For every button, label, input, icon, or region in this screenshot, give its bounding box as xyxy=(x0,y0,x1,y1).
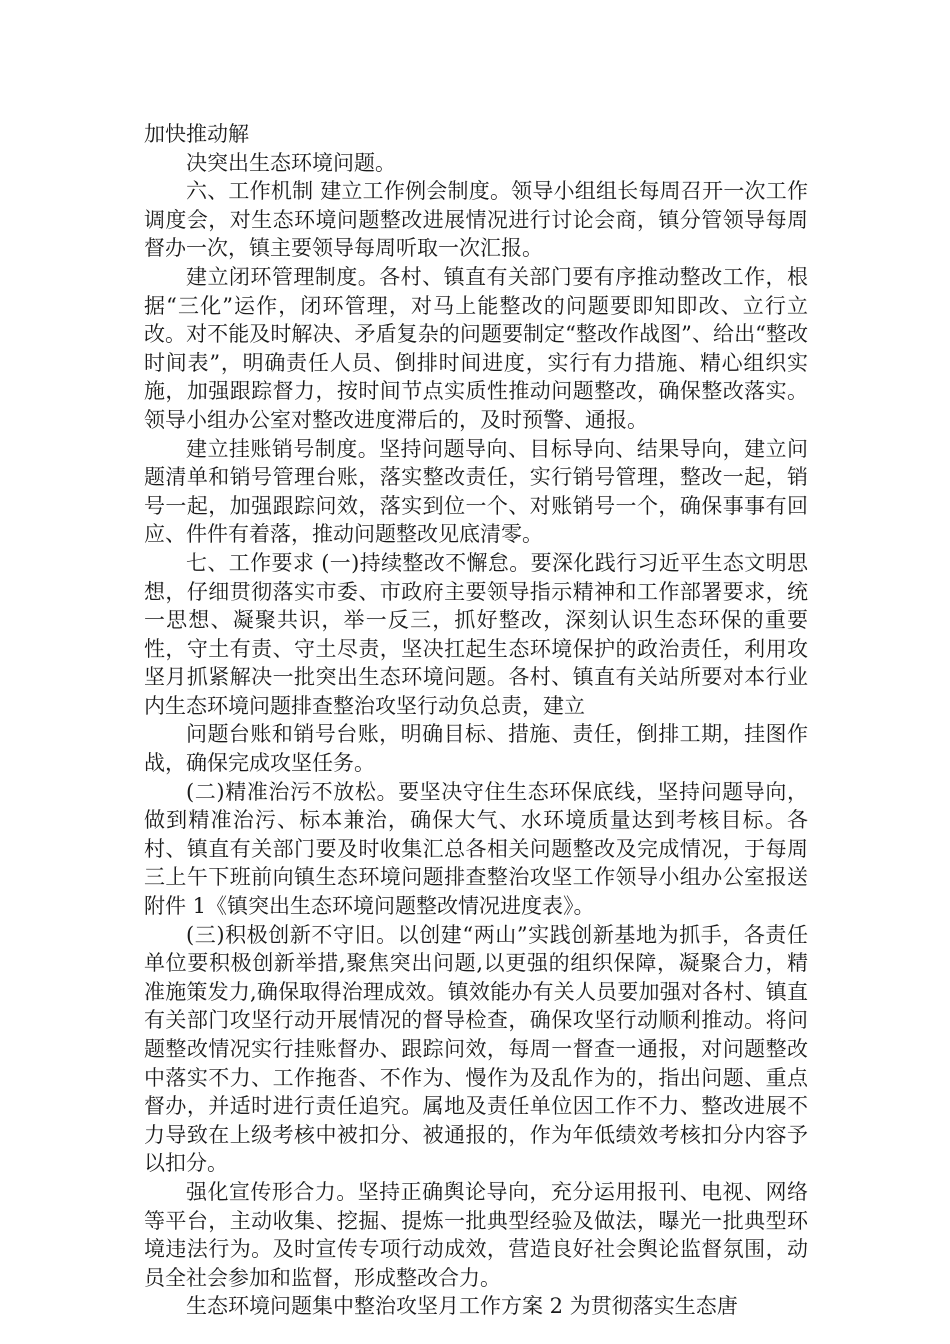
paragraph-3: 六、工作机制 建立工作例会制度。领导小组组长每周召开一次工作调度会，对生态环境问题整改进展情况进行讨论会商，镇分管领导每周督办一次，镇主要领导每周听取一次汇报。 xyxy=(144,179,808,261)
paragraph-7: 问题台账和销号台账，明确目标、措施、责任，倒排工期，挂图作战，确保完成攻坚任务。 xyxy=(144,722,808,776)
paragraph-6: 七、工作要求 (一)持续整改不懈怠。要深化践行习近平生态文明思想，仔细贯彻落实市委、市政府主要领导指示精神和工作部署要求，统一思想、凝聚共识，举一反三，抓好整改，深刻认识生态环保的重要性，守土有责、守土尽责，坚决扛起生态环境保护的政治责任，利用攻坚月抓紧解决一批突出生态环境问题。各村、镇直有关站所要对本行业内生态环境问题排查整治攻坚行动负总责，建立 xyxy=(144,550,808,718)
paragraph-8: (二)精准治污不放松。要坚决守住生态环保底线，坚持问题导向，做到精准治污、标本兼治，确保大气、水环境质量达到考核目标。各村、镇直有关部门要及时收集汇总各相关问题整改及完成情况，于每周三上午下班前向镇生态环境问题排查整治攻坚工作领导小组办公室报送附件 1《镇突出生态环境问题整改情况进度表》。 xyxy=(144,779,808,919)
document-body xyxy=(144,120,808,1321)
paragraph-4: 建立闭环管理制度。各村、镇直有关部门要有序推动整改工作，根据“三化”运作，闭环管理，对马上能整改的问题要即知即改、立行立改。对不能及时解决、矛盾复杂的问题要制定“整改作战图”、给出“整改时间表”，明确责任人员、倒排时间进度，实行有力措施、精心组织实施，加强跟踪督力，按时间节点实质性推动问题整改，确保整改落实。领导小组办公室对整改进度滞后的，及时预警、通报。 xyxy=(144,264,808,432)
paragraph-5: 建立挂账销号制度。坚持问题导向、目标导向、结果导向，建立问题清单和销号管理台账，落实整改责任，实行销号管理，整改一起，销号一起，加强跟踪问效，落实到位一个、对账销号一个，确保事事有回应、件件有着落，推动问题整改见底清零。 xyxy=(144,436,808,547)
paragraph-10: 强化宣传形合力。坚持正确舆论导向，充分运用报刊、电视、网络等平台，主动收集、挖掘、提炼一批典型经验及做法，曝光一批典型环境违法行为。及时宣传专项行动成效，营造良好社会舆论监督氛围，动员全社会参加和监督，形成整改合力。 xyxy=(144,1179,808,1290)
paragraph-1: 加快推动解 xyxy=(144,122,249,146)
paragraph-9: (三)积极创新不守旧。以创建“两山”实践创新基地为抓手，各责任单位要积极创新举措,聚焦突出问题,以更强的组织保障，凝聚合力，精准施策发力,确保取得治理成效。镇效能办有关人员要加强对各村、镇直有关部门攻坚行动开展情况的督导检查，确保攻坚行动顺利推动。将问题整改情况实行挂账督办、跟踪问效，每周一督查一通报，对问题整改中落实不力、工作拖沓、不作为、慢作为及乱作为的，指出问题、重点督办，并适时进行责任追究。属地及责任单位因工作不力、整改进展不力导致在上级考核中被扣分、被通报的，作为年低绩效考核扣分内容予以扣分。 xyxy=(144,922,808,1176)
paragraph-11: 生态环境问题集中整治攻坚月工作方案 2 为贯彻落实生态唐 xyxy=(186,1294,738,1319)
paragraph-2: 决突出生态环境问题。 xyxy=(186,150,396,175)
